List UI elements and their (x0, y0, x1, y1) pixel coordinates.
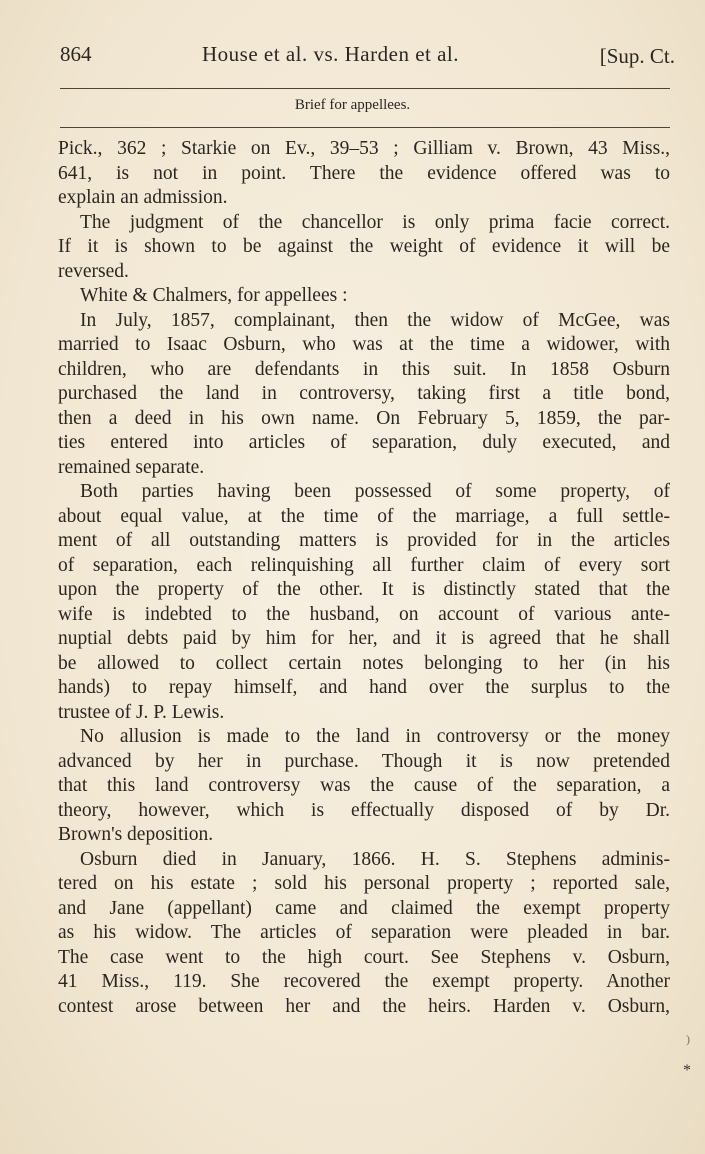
text-line: hands) to repay himself, and hand over the surplus to the (58, 677, 670, 698)
text-line: ment of all outstanding matters is provided for in the articles (58, 530, 670, 551)
page-number: 864 (60, 42, 92, 66)
page-header (60, 40, 675, 74)
text-line: married to Isaac Osburn, who was at the time a widower, with (58, 334, 670, 355)
text-line: In July, 1857, complainant, then the widow of McGee, was (80, 309, 670, 331)
text-line: reversed. (58, 260, 129, 282)
text-line: wife is indebted to the husband, on account of various ante- (58, 603, 670, 625)
text-line: tered on his estate ; sold his personal property ; reported sale, (58, 873, 670, 894)
subheading-rule (60, 127, 670, 128)
text-line: The case went to the high court. See Stephens v. Osburn, (58, 946, 670, 968)
text-line: contest arose between her and the heirs. Harden v. Osburn, (58, 995, 670, 1017)
text-line: as his widow. The articles of separation were pleaded in bar. (58, 922, 670, 943)
margin-star: * (683, 1062, 691, 1079)
text-line: explain an admission. (58, 187, 228, 208)
text-line: Both parties having been possessed of some property, of (80, 481, 670, 502)
text-line: Brown's deposition. (58, 824, 214, 845)
text-line: The judgment of the chancellor is only prima facie correct. (80, 211, 670, 233)
text-line: and Jane (appellant) came and claimed the exempt property (58, 897, 670, 919)
text-line: nuptial debts paid by him for her, and it is agreed that he shall (58, 628, 670, 649)
text-line: White & Chalmers, for appellees : (80, 285, 348, 306)
text-line: Pick., 362 ; Starkie on Ev., 39–53 ; Gilliam v. Brown, 43 Miss., (58, 138, 670, 159)
text-line: of separation, each relinquishing all further claim of every sort (58, 554, 670, 576)
text-line: Osburn died in January, 1866. H. S. Stephens adminis- (80, 848, 670, 870)
text-line: If it is shown to be against the weight of evidence it will be (58, 236, 670, 257)
text-line: be allowed to collect certain notes belonging to her (in his (58, 652, 670, 674)
court-label: [Sup. Ct. (599, 44, 675, 68)
text-line: ties entered into articles of separation, duly executed, and (58, 432, 670, 453)
text-line: trustee of J. P. Lewis. (58, 701, 225, 723)
text-line: children, who are defendants in this suit. In 1858 Osburn (58, 358, 670, 380)
text-line: then a deed in his own name. On February 5, 1859, the par- (58, 407, 670, 429)
text-line: No allusion is made to the land in controversy or the money (80, 726, 670, 747)
text-line: remained separate. (58, 456, 205, 478)
section-subheading: Brief for appellees. (294, 97, 411, 113)
text-line: theory, however, which is effectually disposed of by Dr. (58, 799, 670, 821)
margin-mark: ) (686, 1032, 690, 1046)
body-text (58, 137, 670, 1019)
text-line: purchased the land in controversy, taking first a title bond, (58, 383, 670, 404)
header-rule (60, 88, 670, 89)
text-line: 41 Miss., 119. She recovered the exempt property. Another (58, 971, 670, 992)
text-line: that this land controversy was the cause of the separation, a (58, 775, 670, 796)
running-title: House et al. vs. Harden et al. (202, 42, 460, 66)
text-line: advanced by her in purchase. Though it is now pretended (58, 750, 670, 772)
text-line: about equal value, at the time of the marriage, a full settle- (58, 505, 670, 527)
text-line: 641, is not in point. There the evidence offered was to (58, 162, 670, 184)
text-line: upon the property of the other. It is distinctly stated that the (58, 579, 670, 600)
